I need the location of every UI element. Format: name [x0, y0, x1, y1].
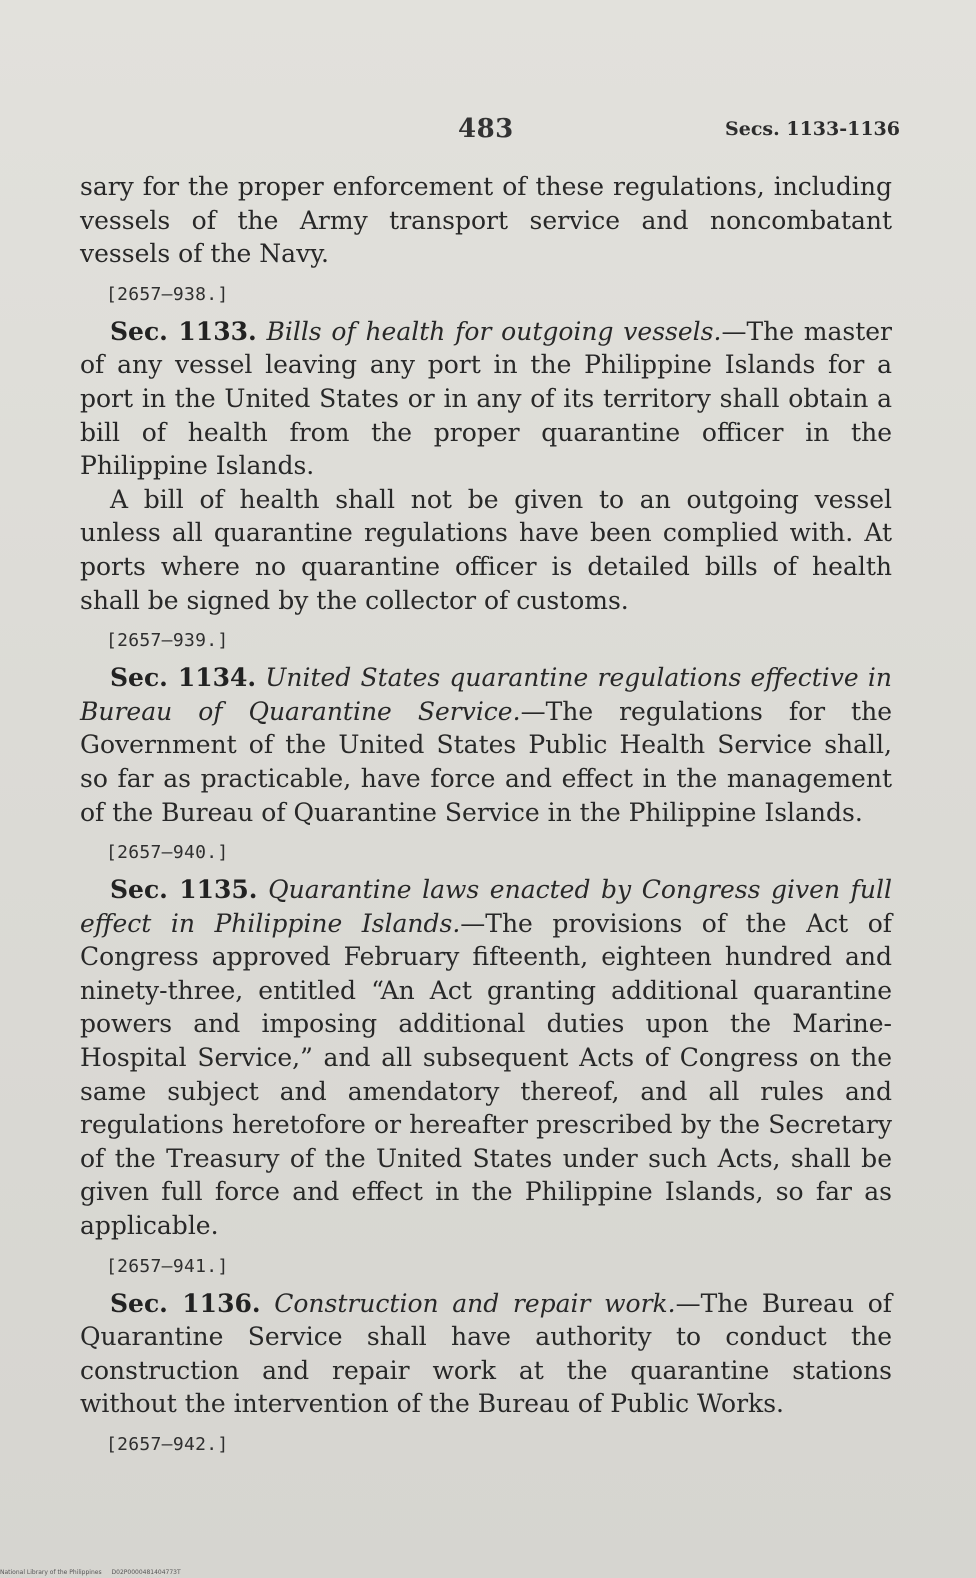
- citation-2657-942: [2657—942.]: [106, 1434, 229, 1455]
- section-1135: [80, 873, 892, 1243]
- section-number: Sec. 1136.: [110, 1288, 261, 1318]
- scan-footer: [0, 1569, 181, 1576]
- citation-2657-938: [2657—938.]: [106, 283, 229, 305]
- section-title: Bills of health for outgoing vessels.: [266, 316, 722, 346]
- footer-code: D02P0000481404773T: [111, 1569, 181, 1576]
- section-body: —The master of any vessel leaving any port in the Philippine Islands for a port in the United States or in any of its territory shall obtain a bill of health from the proper quarantine officer in the Philippine Islands.: [80, 316, 892, 481]
- section-body: —The regulations for the Government of the United States Public Health Service shall, so far as practicable, have force and effect in the management of the Bureau of Quarantine Service in the Philippine Islands.: [80, 696, 893, 827]
- section-1134: [80, 661, 892, 829]
- page-header: [70, 114, 900, 154]
- section-title: Construction and repair work.: [274, 1288, 676, 1318]
- section-number: Sec. 1133.: [110, 316, 257, 346]
- running-head: Secs. 1133-1136: [725, 118, 900, 140]
- section-1136: [80, 1287, 892, 1421]
- section-title: Quarantine laws enacted by Congress given full effect in Philippine Islands.: [80, 875, 892, 938]
- page-number: 483: [458, 114, 514, 144]
- section-number: Sec. 1135.: [110, 875, 258, 905]
- section-body: —The Bureau of Quarantine Service shall have authority to conduct the construction and repair work at the quarantine stations without the intervention of the Bureau of Public Works.: [80, 1288, 892, 1419]
- footer-library: National Library of the Philippines: [0, 1569, 102, 1576]
- section-title: United States quarantine regulations effective in Bureau of Quarantine Service.: [80, 663, 892, 726]
- citation-2657-939: [2657—939.]: [106, 630, 229, 652]
- section-body: —The provisions of the Act of Congress approved February fifteenth, eighteen hundred and ninety-three, entitled “An Act granting additional quarantine powers and imposing additional duties upon the Marine-Hospital Service,” and all subsequent Acts of Congress on the same subject and amendatory thereof, and all rules and regulations heretofore or hereafter prescribed by the Secretary of the Treasury of the United States under such Acts, shall be given full force and effect in the Philippine Islands, so far as applicable.: [80, 908, 892, 1241]
- paragraph-bill-of-health: A bill of health shall not be given to an outgoing vessel unless all quarantine regulations have been complied with. At ports where no quarantine officer is detailed bills of health shall be signed by the collector of customs.: [80, 484, 892, 615]
- citation-2657-940: [2657—940.]: [106, 842, 229, 864]
- paragraph-continuation: sary for the proper enforcement of these regulations, including vessels of the Army transport service and noncombatant vessels of the Navy.: [80, 172, 892, 269]
- section-number: Sec. 1134.: [110, 663, 257, 693]
- section-1133: [80, 315, 892, 483]
- citation-2657-941: [2657—941.]: [106, 1255, 229, 1277]
- page-body: [80, 170, 892, 1465]
